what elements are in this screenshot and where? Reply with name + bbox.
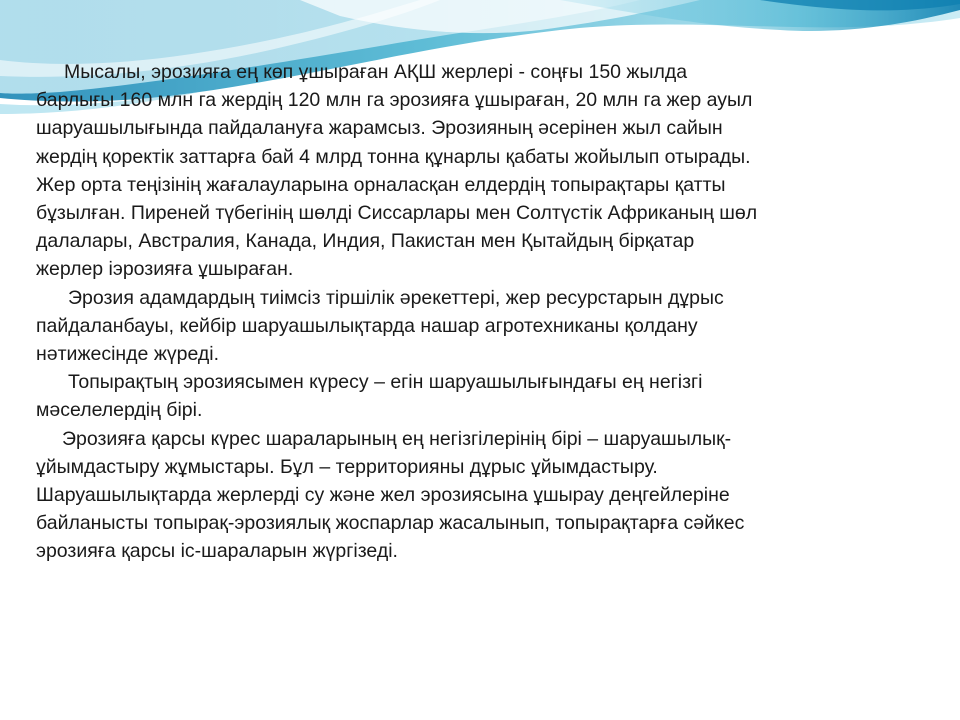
paragraph-3 xyxy=(36,368,936,424)
text-line: барлығы 160 млн га жердің 120 млн га эрозияға ұшыраған, 20 млн га жер ауыл xyxy=(36,89,753,112)
slide-body-text xyxy=(36,58,936,566)
text-line: Эрозияға қарсы күрес шараларының ең негізгілерінің бірі – шаруашылық- xyxy=(62,427,732,450)
text-line: эрозияға қарсы іс-шараларын жүргізеді. xyxy=(36,540,398,563)
text-line: жерлер іэрозияға ұшыраған. xyxy=(36,258,294,281)
paragraph-1 xyxy=(36,58,936,284)
text-line: мәселелердің бірі. xyxy=(36,399,203,422)
text-line: далалары, Австралия, Канада, Индия, Пакистан мен Қытайдың бірқатар xyxy=(36,230,695,253)
text-line: ұйымдастыру жұмыстары. Бұл – территорияны дұрыс ұйымдастыру. xyxy=(36,455,658,478)
paragraph-4 xyxy=(36,425,936,566)
text-line: Эрозия адамдардың тиімсіз тіршілік әрекеттері, жер ресурстарын дұрыс xyxy=(68,286,724,309)
text-line: бұзылған. Пиреней түбегінің шөлді Сиссарлары мен Солтүстік Африканың шөл xyxy=(36,202,758,225)
text-line: Мысалы, эрозияға ең көп ұшыраған АҚШ жерлері - соңғы 150 жылда xyxy=(64,61,688,83)
text-line: Топырақтың эрозиясымен күресу – егін шаруашылығындағы ең негізгі xyxy=(68,371,703,394)
text-line: шаруашылығында пайдалануға жарамсыз. Эрозияның әсерінен жыл сайын xyxy=(36,117,723,140)
text-line: Шаруашылықтарда жерлерді су және жел эрозиясына ұшырау деңгейлеріне xyxy=(36,484,730,507)
text-line: Жер орта теңізінің жағалауларына орналасқан елдердің топырақтары қатты xyxy=(36,173,726,196)
text-line: жердің қоректік заттарға бай 4 млрд тонна құнарлы қабаты жойылып отырады. xyxy=(36,145,751,168)
text-line: нәтижесінде жүреді. xyxy=(36,343,220,366)
text-line: пайдаланбауы, кейбір шаруашылықтарда нашар агротехниканы қолдану xyxy=(36,314,698,337)
text-line: байланысты топырақ-эрозиялық жоспарлар жасалынып, топырақтарға сәйкес xyxy=(36,512,745,535)
paragraph-2 xyxy=(36,284,936,369)
